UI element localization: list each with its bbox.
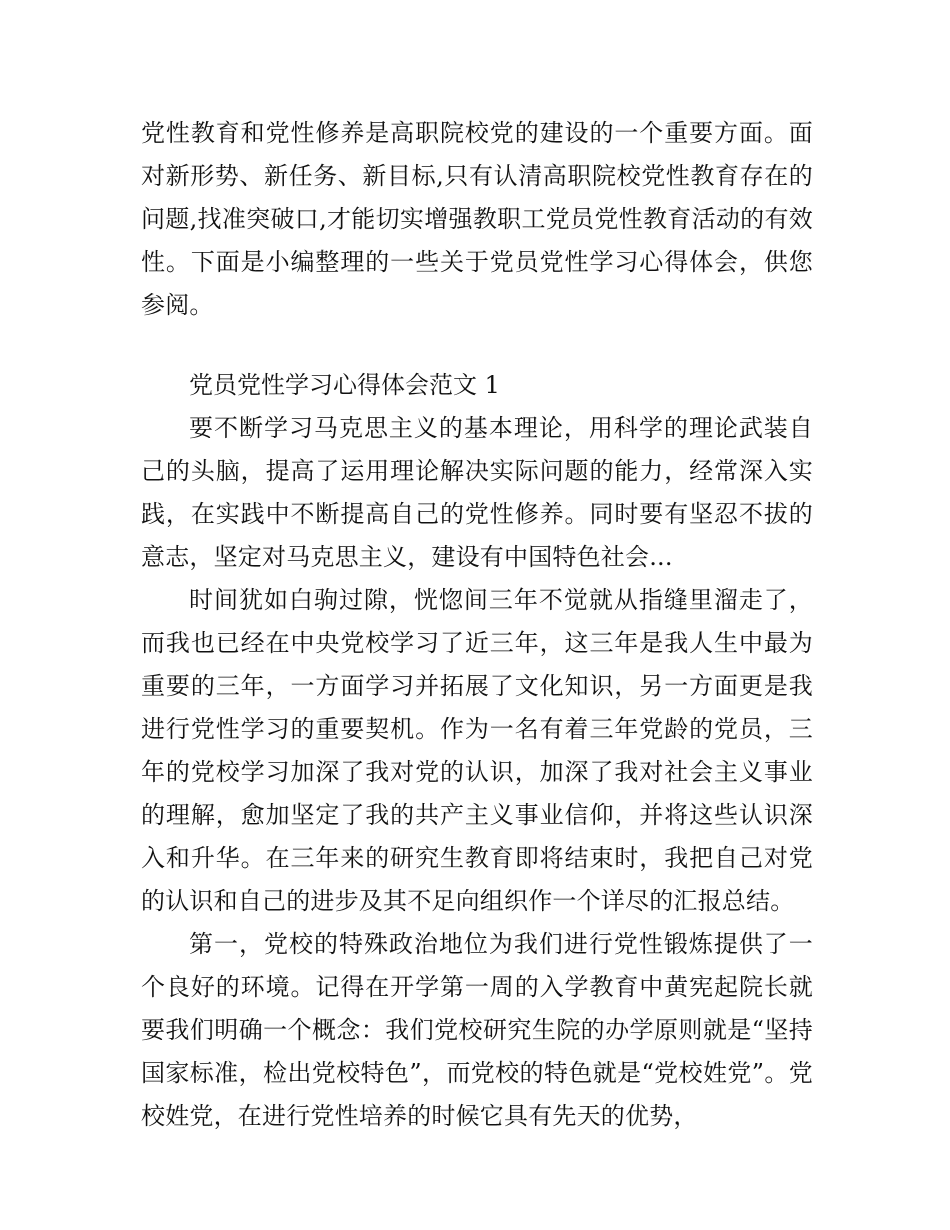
section-title: 党员党性学习心得体会范文 1 — [189, 371, 500, 399]
article-body — [141, 364, 813, 1138]
body-paragraph-1: 要不断学习马克思主义的基本理论，用科学的理论武装自己的头脑，提高了运用理论解决实际问题的能力，经常深入实践，在实践中不断提高自己的党性修养。同时要有坚忍不拔的意志，坚定对马克思主义，建设有中国特色社会... — [141, 414, 813, 571]
intro-paragraph: 党性教育和党性修养是高职院校党的建设的一个重要方面。面对新形势、新任务、新目标,只有认清高职院校党性教育存在的问题,找准突破口,才能切实增强教职工党员党性教育活动的有效性。下面是小编整理的一些关于党员党性学习心得体会，供您参阅。 — [141, 119, 813, 319]
body-paragraph-3: 第一，党校的特殊政治地位为我们进行党性锻炼提供了一个良好的环境。记得在开学第一周的入学教育中黄宪起院长就要我们明确一个概念：我们党校研究生院的办学原则就是“坚持国家标准，检出党校特色”，而党校的特色就是“党校姓党”。党校姓党，在进行党性培养的时候它具有先天的优势， — [141, 930, 813, 1130]
intro-section — [141, 112, 813, 327]
body-paragraph-2: 时间犹如白驹过隙，恍惚间三年不觉就从指缝里溜走了，而我也已经在中央党校学习了近三年，这三年是我人生中最为重要的三年，一方面学习并拓展了文化知识，另一方面更是我进行党性学习的重要契机。作为一名有着三年党龄的党员，三年的党校学习加深了我对党的认识，加深了我对社会主义事业的理解，愈加坚定了我的共产主义事业信仰，并将这些认识深入和升华。在三年来的研究生教育即将结束时，我把自己对党的认识和自己的进步及其不足向组织作一个详尽的汇报总结。 — [141, 586, 813, 915]
